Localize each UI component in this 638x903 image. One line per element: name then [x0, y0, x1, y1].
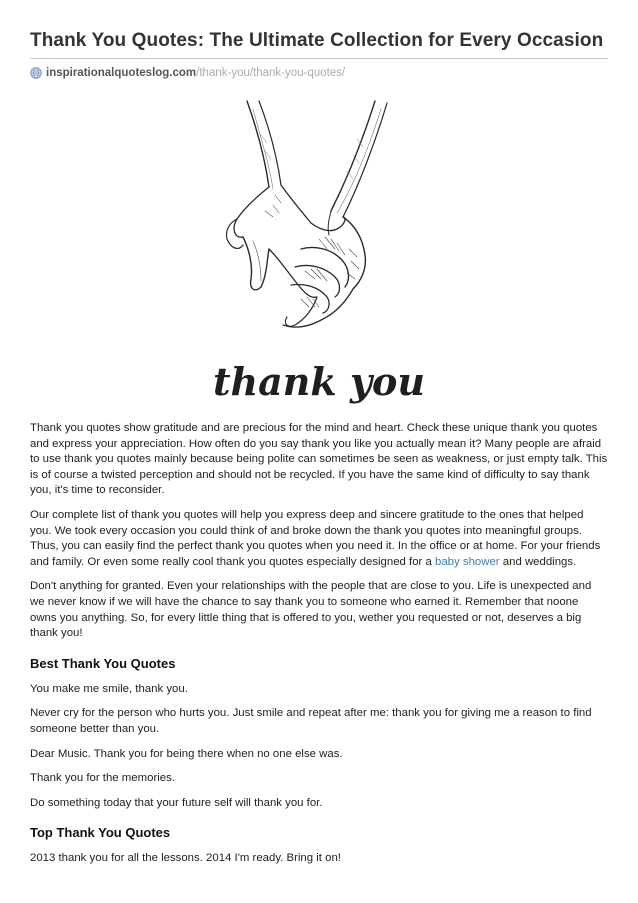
- hero-caption: thank you: [212, 359, 426, 404]
- quote-item: You make me smile, thank you.: [30, 682, 188, 695]
- intro-paragraph-2-text: Our complete list of thank you quotes will help you express deep and sincere gratitude to the ones that helped you. We took every occasion you could think of and broke down the thank you quotes into meaningful groups. Thus, you can easily find the perfect thank you quotes when you need it. In the office or at home. For your friends and family. Or even some really cool thank you quotes especially designed for a: [30, 508, 601, 568]
- article-body: [30, 421, 608, 867]
- intro-paragraph-2-end: and weddings.: [499, 555, 577, 568]
- intro-paragraph-1: Thank you quotes show gratitude and are precious for the mind and heart. Check these unique thank you quotes and express your appreciation. How often do you say thank you like you actually mean it? Many people are afraid to use thank you quotes mainly because being polite can sometimes be seen as weakness, or just empty talk. This is of course a twisted perception and should not be recycled. If you have the same kind of difficulty to say thank you, it's time to reconsider.: [30, 422, 608, 497]
- source-path-link[interactable]: /thank-you/thank-you-quotes/: [196, 67, 346, 79]
- quote-item: Thank you for the memories.: [30, 772, 175, 785]
- quote-item: Do something today that your future self will thank you for.: [30, 796, 323, 809]
- section-heading-top: Top Thank You Quotes: [30, 825, 171, 841]
- hero-illustration: [30, 99, 608, 411]
- baby-shower-link[interactable]: baby shower: [435, 555, 500, 568]
- source-domain-link[interactable]: inspirationalquoteslog.com: [46, 67, 197, 79]
- globe-icon: [30, 67, 42, 79]
- document-page: [30, 0, 608, 876]
- quote-item: Never cry for the person who hurts you. Just smile and repeat after me: thank you for giving me a reason to find someone better than you.: [30, 707, 592, 735]
- title-divider: [30, 58, 608, 59]
- intro-paragraph-2: [30, 508, 608, 570]
- holding-hands-sketch-icon: [169, 99, 469, 411]
- page-title: Thank You Quotes: The Ultimate Collection for Every Occasion: [30, 30, 604, 51]
- intro-paragraph-3: Don't anything for granted. Even your relationships with the people that are close to you. Life is unexpected and we never know if we will have the chance to say thank you to someone who earned it. Remember that noone owns you anything. So, for every little thing that is offered to you, wether you requested or not, deserves a big thank you!: [30, 580, 592, 640]
- quote-item: Dear Music. Thank you for being there when no one else was.: [30, 747, 343, 760]
- quote-item: 2013 thank you for all the lessons. 2014 I'm ready. Bring it on!: [30, 852, 341, 865]
- source-line: [30, 65, 608, 81]
- section-heading-best: Best Thank You Quotes: [30, 655, 176, 671]
